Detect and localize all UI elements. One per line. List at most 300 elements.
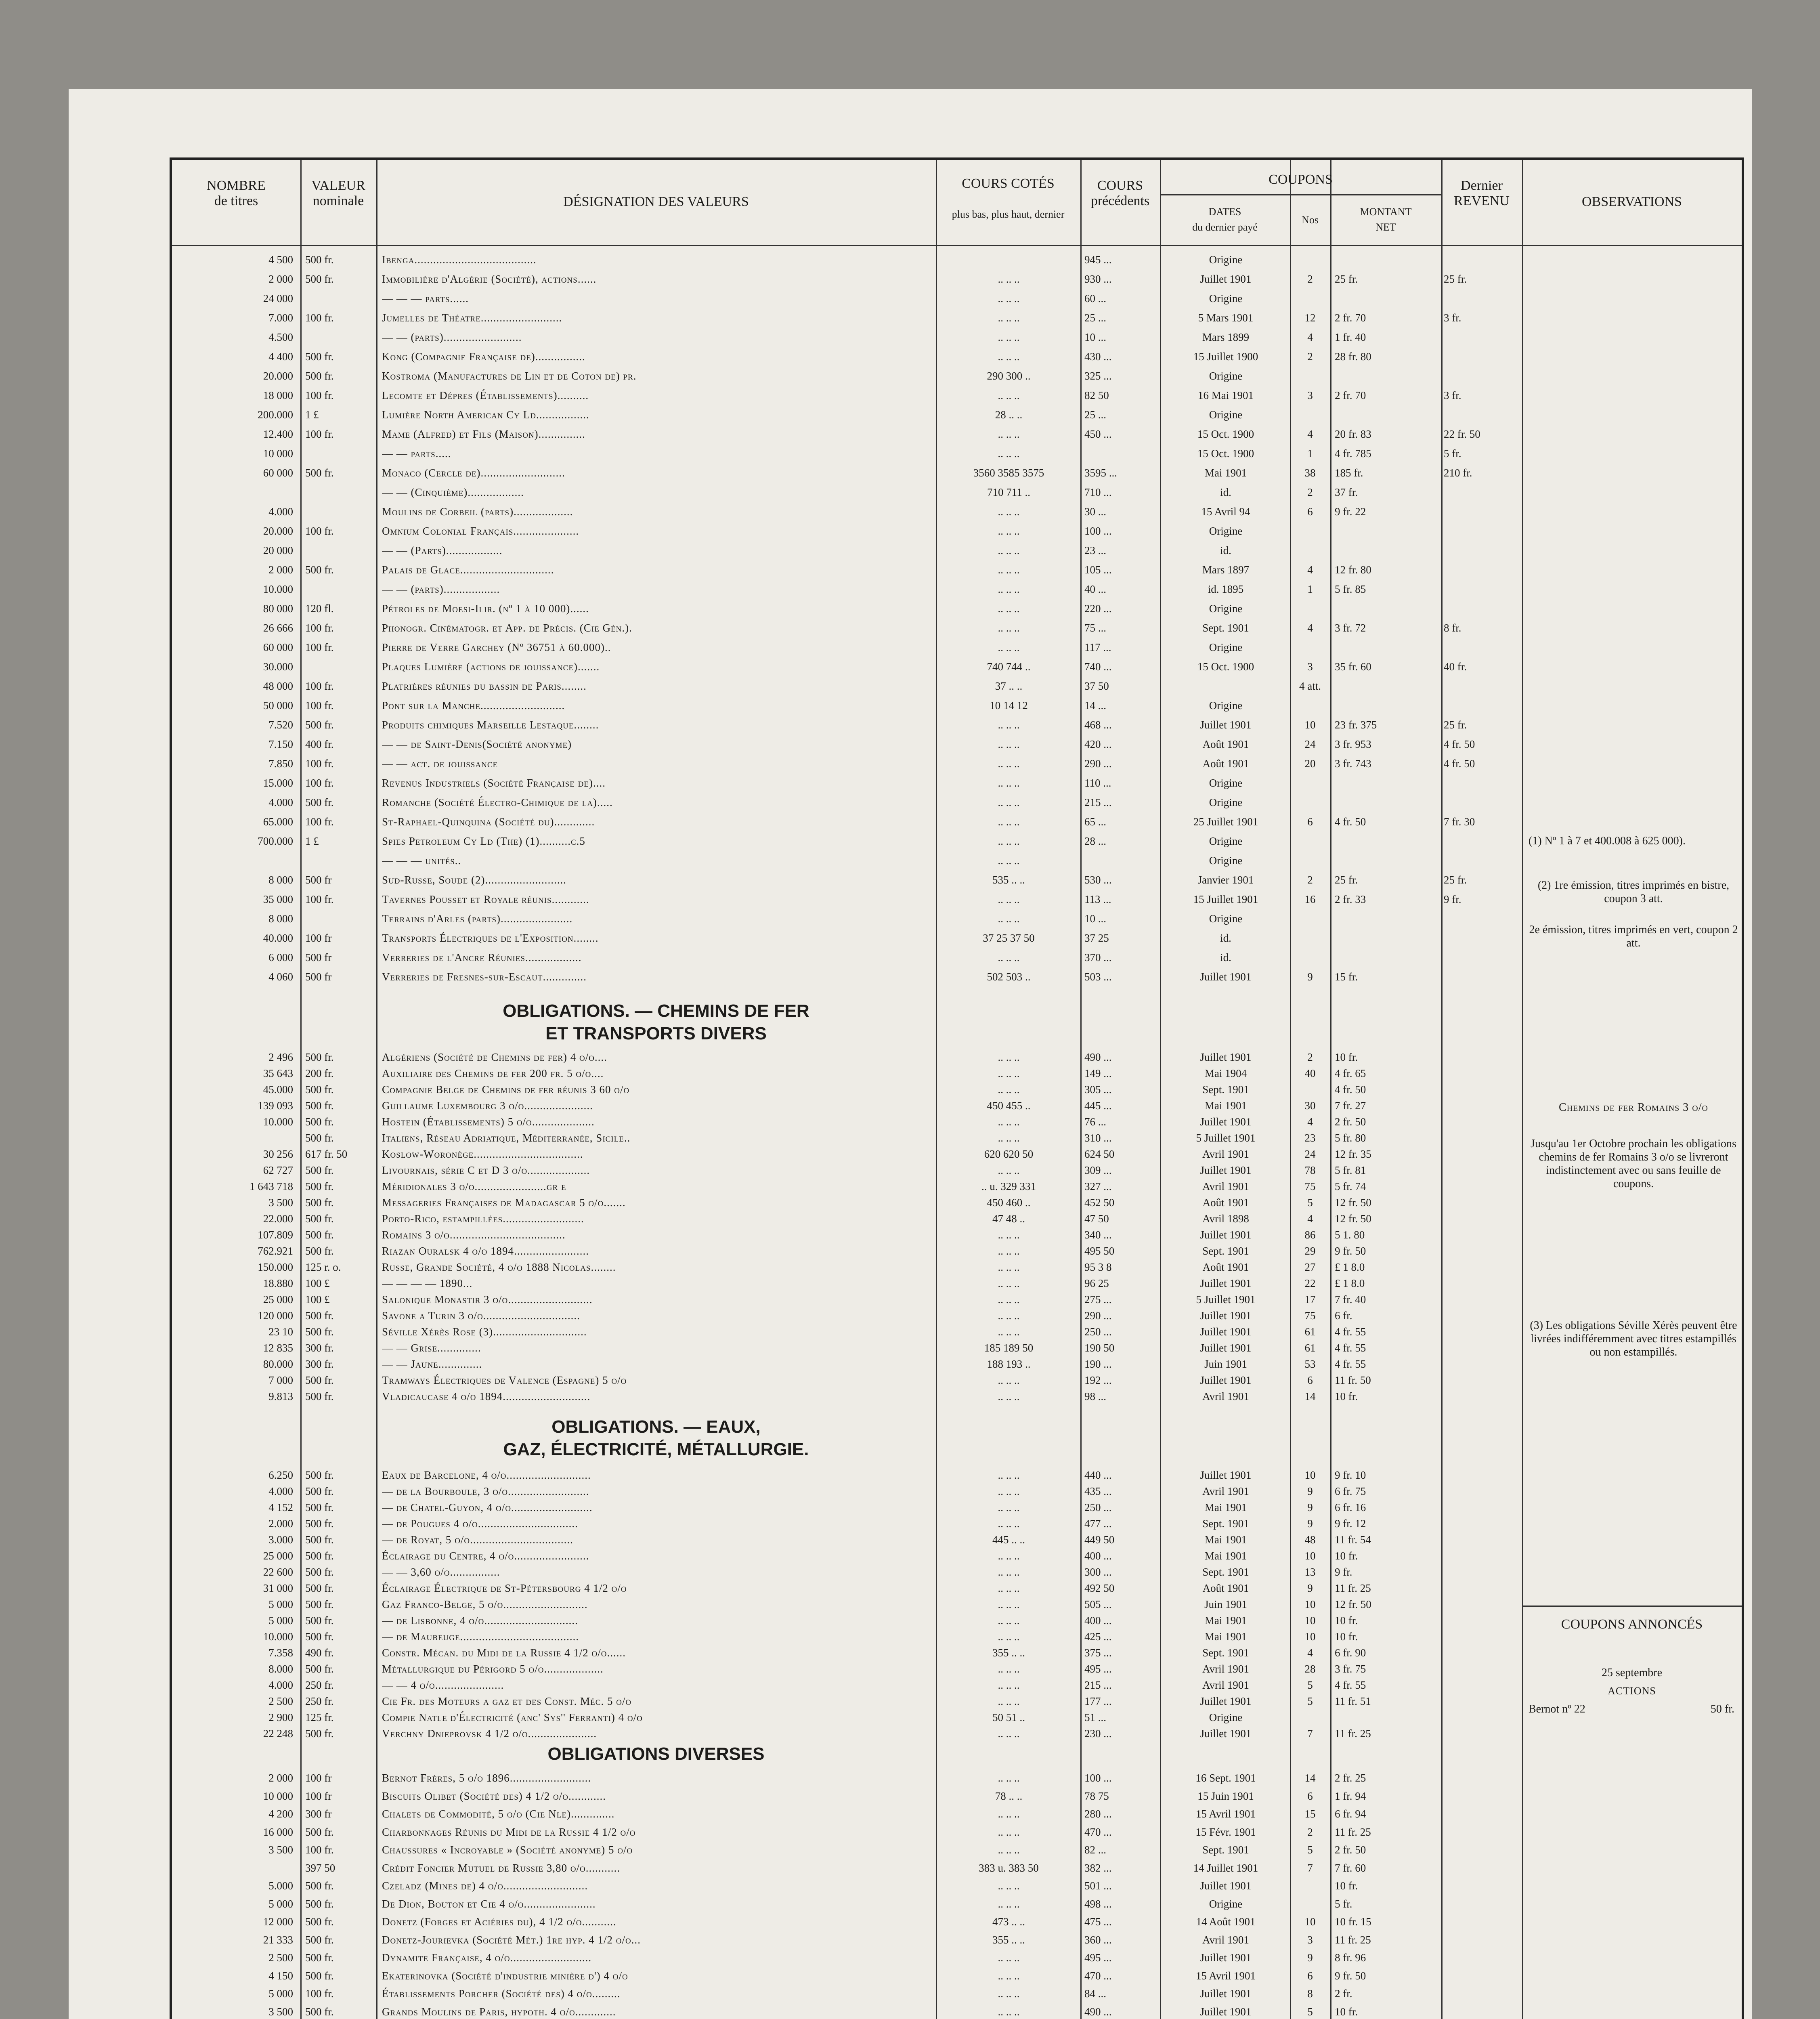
cell-cc: .. .. .. [998, 854, 1020, 867]
cell-date: Origine [1209, 641, 1243, 653]
cell-date: id. 1895 [1208, 583, 1244, 595]
cell-cc: .. .. .. [998, 622, 1020, 634]
cell-cc: .. .. .. [998, 312, 1020, 324]
cell-v: 250 fr. [305, 1679, 334, 1691]
cell-v: 500 fr [305, 951, 332, 963]
cell-cc: 502 503 .. [987, 971, 1031, 983]
cell-v: 500 fr. [305, 1727, 334, 1740]
cell-date: Juillet 1901 [1200, 1880, 1252, 1892]
cell-date: Origine [1209, 292, 1243, 304]
cell-cc: .. .. .. [998, 544, 1020, 556]
cell-cp: 192 ... [1084, 1374, 1112, 1386]
cell-d: Koslow-Woronège................................... [382, 1148, 583, 1160]
cell-cp: 75 ... [1084, 622, 1106, 634]
cell-m: 20 fr. 83 [1335, 428, 1371, 440]
cell-n: 10 000 [263, 1790, 293, 1802]
cell-d: — — 4 o/o...................... [382, 1679, 504, 1691]
cell-d: Éclairage Électrique de St-Pétersbourg 4 1/2 o/o [382, 1582, 627, 1594]
cell-d: Éclairage du Centre, 4 o/o........................ [382, 1550, 589, 1562]
cell-d: Dynamite Française, 4 o/o.......................... [382, 1952, 592, 1964]
cell-cp: 710 ... [1084, 486, 1112, 498]
cell-cp: 78 75 [1084, 1790, 1109, 1802]
cell-cp: 498 ... [1084, 1897, 1112, 1910]
cell-date: Avril 1901 [1202, 1485, 1249, 1497]
cell-no: 10 [1304, 1598, 1316, 1610]
cell-m: 25 fr. [1335, 273, 1358, 285]
cell-m: 7 fr. 60 [1335, 1862, 1366, 1874]
cell-cc: 740 744 .. [987, 661, 1031, 673]
cell-no: 10 [1304, 719, 1316, 731]
cell-d: Pierre de Verre Garchey (Nº 36751 à 60.000).. [382, 641, 611, 653]
cell-m: 9 fr. 12 [1335, 1517, 1366, 1530]
cell-cc: .. .. .. [998, 641, 1020, 653]
cell-date: 15 Avril 1901 [1196, 1808, 1256, 1820]
cell-d: Immobilière d'Algérie (Société), actions...... [382, 273, 597, 285]
cell-n: 22 600 [263, 1566, 293, 1578]
cell-d: Compagnie Belge de Chemins de fer réunis 3 60 o/o [382, 1083, 630, 1096]
cell-cp: 360 ... [1084, 1933, 1112, 1946]
cell-cp: 490 ... [1084, 2005, 1112, 2018]
cell-d: Riazan Ouralsk 4 o/o 1894........................ [382, 1245, 589, 1257]
cell-cc: .. .. .. [998, 1245, 1020, 1257]
cell-v: 500 fr. [305, 1469, 334, 1481]
cell-no: 20 [1304, 758, 1316, 770]
cell-n: 50 000 [263, 699, 293, 711]
cell-no: 4 att. [1299, 680, 1321, 692]
cell-n: 12.400 [263, 428, 293, 440]
cell-d: Gaz Franco-Belge, 5 o/o........................... [382, 1598, 588, 1610]
cell-d: Ekaterinovka (Société d'industrie minière d') 4 o/o [382, 1969, 628, 1982]
cell-d: Verreries de l'Ancre Réunies.................. [382, 951, 582, 963]
cell-cp: 503 ... [1084, 971, 1112, 983]
cell-n: 12 000 [263, 1916, 293, 1928]
cell-cc: 383 u. 383 50 [979, 1862, 1039, 1874]
cell-v: 100 fr. [305, 428, 334, 440]
cell-cp: 310 ... [1084, 1132, 1112, 1144]
cell-no: 8 [1307, 1988, 1313, 2000]
cell-d: Salonique Monastir 3 o/o........................... [382, 1293, 593, 1305]
cell-v: 500 fr. [305, 467, 334, 479]
cell-cp: 220 ... [1084, 602, 1112, 615]
table-row [172, 1646, 1522, 1660]
table-row [172, 679, 1522, 693]
cell-d: Constr. Mécan. du Midi de la Russie 4 1/2 o/o...... [382, 1647, 626, 1659]
cell-cc: .. .. .. [998, 1598, 1020, 1610]
cell-m: 12 fr. 50 [1335, 1598, 1371, 1610]
cell-n: 7.520 [268, 719, 293, 731]
cell-v: 100 fr [305, 1790, 332, 1802]
cell-date: id. [1220, 932, 1231, 944]
cell-r: 3 fr. [1444, 389, 1461, 401]
cell-date: 15 Avril 1901 [1196, 1969, 1256, 1982]
table-row [172, 1771, 1522, 1785]
cell-n: 150.000 [258, 1261, 293, 1273]
cell-cc: 355 .. .. [992, 1647, 1025, 1659]
table-row [172, 873, 1522, 887]
cell-v: 500 fr. [305, 564, 334, 576]
cell-date: id. [1220, 486, 1231, 498]
cell-date: Origine [1209, 777, 1243, 789]
cell-d: Tavernes Pousset et Royale réunis............ [382, 893, 589, 905]
cell-d: Donetz (Forges et Aciéries du), 4 1/2 o/o........... [382, 1916, 616, 1928]
cell-cp: 452 50 [1084, 1196, 1115, 1209]
cell-cp: 10 ... [1084, 331, 1106, 343]
table-row [172, 1897, 1522, 1911]
cell-cp: 190 ... [1084, 1358, 1112, 1370]
cell-n: 7.000 [268, 312, 293, 324]
table-row [172, 466, 1522, 480]
cell-cp: 30 ... [1084, 506, 1106, 518]
cell-d: — — de Saint-Denis(Société anonyme) [382, 738, 572, 750]
coupons-annonces-title: COUPONS ANNONCÉS [1561, 1617, 1703, 1632]
cell-cc: 37 .. .. [995, 680, 1023, 692]
cell-v: 397 50 [305, 1862, 335, 1874]
table-row [172, 563, 1522, 577]
cell-cc: .. .. .. [998, 1952, 1020, 1964]
cell-date: 15 Juillet 1901 [1193, 893, 1258, 905]
cell-cc: 710 711 .. [987, 486, 1030, 498]
cell-date: Juillet 1901 [1200, 1952, 1252, 1964]
cell-d: Guillaume Luxembourg 3 o/o...................... [382, 1100, 593, 1112]
table-row [172, 660, 1522, 674]
cell-d: Eaux de Barcelone, 4 o/o........................... [382, 1469, 591, 1481]
cell-cc: .. .. .. [998, 1844, 1020, 1856]
header-coupons: COUPONS [1269, 172, 1333, 187]
cell-n: 35 000 [263, 893, 293, 905]
table-row [172, 1789, 1522, 1803]
table-row [172, 388, 1522, 403]
cell-d: Livournais, série C et D 3 o/o.................... [382, 1164, 590, 1176]
cell-d: Ibenga....................................... [382, 254, 537, 266]
cell-no: 15 [1304, 1808, 1316, 1820]
cell-m: 11 fr. 25 [1335, 1826, 1371, 1838]
cell-d: — — (Cinquième).................. [382, 486, 524, 498]
cell-cc: .. .. .. [998, 350, 1020, 363]
cell-r: 7 fr. 30 [1444, 816, 1475, 828]
cell-n: 5 000 [268, 1614, 293, 1627]
cell-no: 22 [1304, 1277, 1316, 1289]
cell-r: 4 fr. 50 [1444, 758, 1475, 770]
cell-v: 500 fr. [305, 1180, 334, 1192]
table-row [172, 1341, 1522, 1355]
cell-no: 5 [1307, 1196, 1313, 1209]
cell-n: 25 000 [263, 1550, 293, 1562]
coupons-annonces-kind: ACTIONS [1608, 1685, 1656, 1697]
cell-cp: 250 ... [1084, 1326, 1112, 1338]
cell-m: 185 fr. [1335, 467, 1363, 479]
cell-d: Biscuits Olibet (Société des) 4 1/2 o/o............ [382, 1790, 606, 1802]
cell-cc: .. .. .. [998, 525, 1020, 537]
section-chemins-de-fer: OBLIGATIONS. — CHEMINS DE FER ET TRANSPORTS DIVERS [503, 1001, 809, 1043]
table-row [172, 1083, 1522, 1097]
cell-date: Juillet 1901 [1200, 1229, 1252, 1241]
cell-date: Juillet 1901 [1200, 1310, 1252, 1322]
cell-v: 500 fr. [305, 1566, 334, 1578]
cell-n: 31 000 [263, 1582, 293, 1594]
cell-no: 23 [1304, 1132, 1316, 1144]
cell-cc: .. .. .. [998, 1164, 1020, 1176]
cell-v: 500 fr. [305, 1897, 334, 1910]
cell-no: 4 [1307, 331, 1313, 343]
cell-d: Monaco (Cercle de)........................... [382, 467, 565, 479]
cell-v: 500 fr [305, 971, 332, 983]
cell-n: 10.000 [263, 1116, 293, 1128]
cell-date: Juillet 1901 [1200, 719, 1252, 731]
table-row [172, 815, 1522, 829]
cell-v: 500 fr. [305, 1116, 334, 1128]
cell-n: 30.000 [263, 661, 293, 673]
cell-no: 53 [1304, 1358, 1316, 1370]
cell-v: 200 fr. [305, 1067, 334, 1079]
cell-m: 7 fr. 40 [1335, 1293, 1366, 1305]
cell-m: 4 fr. 50 [1335, 1083, 1366, 1096]
cell-cc: .. .. .. [998, 1969, 1020, 1982]
cell-cp: 37 50 [1084, 680, 1109, 692]
table-row [172, 1066, 1522, 1081]
cell-v: 500 fr. [305, 273, 334, 285]
cell-v: 300 fr [305, 1808, 332, 1820]
table-row [172, 1807, 1522, 1821]
cell-d: Vladicaucase 4 o/o 1894............................ [382, 1390, 591, 1402]
cell-v: 100 fr [305, 932, 332, 944]
cell-d: Moulins de Corbeil (parts)................... [382, 506, 573, 518]
cell-n: 1 643 718 [250, 1180, 293, 1192]
table-row [172, 1933, 1522, 1947]
cell-n: 18.880 [263, 1277, 293, 1289]
cell-n: 30 256 [263, 1148, 293, 1160]
cell-cc: .. .. .. [998, 796, 1020, 808]
cell-v: 400 fr. [305, 738, 334, 750]
cell-cc: .. .. .. [998, 2005, 1020, 2018]
cell-n: 5 000 [268, 1598, 293, 1610]
cell-v: 500 fr. [305, 1051, 334, 1063]
cell-v: 500 fr. [305, 1229, 334, 1241]
table-row [172, 292, 1522, 306]
cell-m: 9 fr. 50 [1335, 1245, 1366, 1257]
cell-v: 500 fr. [305, 1614, 334, 1627]
cell-cp: 215 ... [1084, 1679, 1112, 1691]
cell-date: Avril 1898 [1202, 1213, 1249, 1225]
cell-m: 2 fr. 25 [1335, 1772, 1366, 1784]
cell-m: 3 fr. 75 [1335, 1663, 1366, 1675]
cell-no: 5 [1307, 1679, 1313, 1691]
cell-date: Avril 1901 [1202, 1148, 1249, 1160]
table-row [172, 408, 1522, 422]
cell-d: St-Raphael-Quinquina (Société du)............. [382, 816, 595, 828]
cell-d: Lecomte et Dépres (Établissements).......... [382, 389, 589, 401]
cell-date: 14 Juillet 1901 [1193, 1862, 1258, 1874]
cell-cp: 449 50 [1084, 1534, 1115, 1546]
cell-m: 11 fr. 54 [1335, 1534, 1371, 1546]
cell-v: 100 fr. [305, 641, 334, 653]
cell-date: Juillet 1901 [1200, 1164, 1252, 1176]
cell-v: 100 fr. [305, 777, 334, 789]
cell-cp: 530 ... [1084, 874, 1112, 886]
table-row [172, 1710, 1522, 1725]
cell-date: Sept. 1901 [1202, 1566, 1249, 1578]
cell-cp: 40 ... [1084, 583, 1106, 595]
cell-date: Août 1901 [1202, 758, 1249, 770]
cell-v: 500 fr. [305, 1213, 334, 1225]
cell-no: 9 [1307, 1501, 1313, 1513]
cell-m: 35 fr. 60 [1335, 661, 1371, 673]
cell-v: 100 £ [305, 1293, 330, 1305]
cell-v: 500 fr. [305, 1598, 334, 1610]
cell-d: Sud-Russe, Soude (2).......................... [382, 874, 566, 886]
cell-m: 5 fr. 85 [1335, 583, 1366, 595]
cell-cc: 535 .. .. [992, 874, 1025, 886]
cell-no: 3 [1307, 1933, 1313, 1946]
cell-m: 4 fr. 55 [1335, 1326, 1366, 1338]
cell-n: 48 000 [263, 680, 293, 692]
cell-r: 25 fr. [1444, 719, 1467, 731]
cell-cc: .. .. .. [998, 1988, 1020, 2000]
cell-d: Verreries de Fresnes-sur-Escaut.............. [382, 971, 587, 983]
cell-m: 3 fr. 743 [1335, 758, 1371, 770]
cell-cp: 82 50 [1084, 389, 1109, 401]
cell-no: 2 [1307, 874, 1313, 886]
cell-no: 6 [1307, 506, 1313, 518]
newspaper-sheet [69, 89, 1752, 2019]
cell-cp: 309 ... [1084, 1164, 1112, 1176]
cell-d: — — (parts)......................... [382, 331, 522, 343]
cell-n: 2 500 [268, 1952, 293, 1964]
cell-d: — de Maubeuge...................................... [382, 1631, 579, 1643]
cell-n: 2 000 [268, 273, 293, 285]
table-row [172, 1212, 1522, 1226]
cell-cp: 14 ... [1084, 699, 1106, 711]
cell-cc: .. .. .. [998, 719, 1020, 731]
table-row [172, 1325, 1522, 1339]
cell-date: Origine [1209, 525, 1243, 537]
cell-m: 10 fr. [1335, 1631, 1358, 1643]
cell-no: 3 [1307, 661, 1313, 673]
cell-no: 24 [1304, 738, 1316, 750]
cell-d: Messageries Françaises de Madagascar 5 o/o....... [382, 1196, 626, 1209]
cell-v: 500 fr. [305, 1501, 334, 1513]
cell-n: 139 093 [258, 1100, 293, 1112]
cell-cp: 340 ... [1084, 1229, 1112, 1241]
table-row [172, 1614, 1522, 1628]
cell-n: 16 000 [263, 1826, 293, 1838]
cell-m: 4 fr. 50 [1335, 816, 1366, 828]
cell-v: 500 fr. [305, 370, 334, 382]
cell-m: 4 fr. 55 [1335, 1342, 1366, 1354]
cell-cc: 355 .. .. [992, 1933, 1025, 1946]
cell-date: Origine [1209, 835, 1243, 847]
cell-cc: .. .. .. [998, 1083, 1020, 1096]
cell-n: 7.150 [268, 738, 293, 750]
cell-m: 2 fr. [1335, 1988, 1352, 2000]
cell-date: Août 1901 [1202, 1582, 1249, 1594]
header-dates: DATES du dernier payé [1192, 206, 1258, 233]
cell-cp: 25 ... [1084, 312, 1106, 324]
cell-r: 4 fr. 50 [1444, 738, 1475, 750]
cell-no: 9 [1307, 1517, 1313, 1530]
cell-m: £ 1 8.0 [1335, 1277, 1365, 1289]
cell-m: 23 fr. 375 [1335, 719, 1377, 731]
header-cours: COURS précédents [1090, 178, 1150, 208]
cell-date: Juillet 1901 [1200, 273, 1252, 285]
cell-v: 100 fr. [305, 816, 334, 828]
table-row [172, 1549, 1522, 1563]
table-row [172, 253, 1522, 267]
cell-m: 4 fr. 55 [1335, 1358, 1366, 1370]
cell-n: 40.000 [263, 932, 293, 944]
cell-m: 12 fr. 50 [1335, 1213, 1371, 1225]
cell-n: 80 000 [263, 602, 293, 615]
cell-date: id. [1220, 951, 1231, 963]
cell-date: Juillet 1901 [1200, 1727, 1252, 1740]
cell-cp: 468 ... [1084, 719, 1112, 731]
cell-n: 200.000 [258, 409, 293, 421]
table-row [172, 1468, 1522, 1482]
cell-date: Sept. 1901 [1202, 1844, 1249, 1856]
cell-m: 5 fr. 80 [1335, 1132, 1366, 1144]
cell-no: 4 [1307, 1116, 1313, 1128]
table-row [172, 1050, 1522, 1064]
cell-cp: 51 ... [1084, 1711, 1106, 1723]
cell-d: Méridionales 3 o/o.......................gr e [382, 1180, 566, 1192]
cell-cc: .. .. .. [998, 1310, 1020, 1322]
cell-d: Czeladz (Mines de) 4 o/o........................... [382, 1880, 588, 1892]
cell-d: Métallurgique du Périgord 5 o/o................... [382, 1663, 604, 1675]
cell-n: 4.000 [268, 506, 293, 518]
cell-cp: 98 ... [1084, 1390, 1106, 1402]
table-row [172, 1484, 1522, 1499]
observation-1: (1) Nº 1 à 7 et 400.008 à 625 000). [1529, 835, 1686, 847]
cell-d: — — (parts).................. [382, 583, 500, 595]
cell-date: Origine [1209, 854, 1243, 867]
cell-d: Omnium Colonial Français..................... [382, 525, 579, 537]
table-row [172, 737, 1522, 751]
cell-date: 15 Juin 1901 [1197, 1790, 1254, 1802]
cell-n: 2 496 [268, 1051, 293, 1063]
cell-no: 86 [1304, 1229, 1316, 1241]
cell-date: Juillet 1901 [1200, 1342, 1252, 1354]
cell-m: 6 fr. 16 [1335, 1501, 1366, 1513]
cell-m: 10 fr. [1335, 1880, 1358, 1892]
cell-cc: .. .. .. [998, 602, 1020, 615]
cell-cc: .. .. .. [998, 447, 1020, 460]
cell-cc: 290 300 .. [987, 370, 1031, 382]
cell-date: Août 1901 [1202, 1261, 1249, 1273]
table-row [172, 1727, 1522, 1741]
cell-m: 12 fr. 35 [1335, 1148, 1371, 1160]
cell-n: 65.000 [263, 816, 293, 828]
cell-cp: 475 ... [1084, 1916, 1112, 1928]
cell-d: Crédit Foncier Mutuel de Russie 3,80 o/o........... [382, 1862, 621, 1874]
cell-d: Phonogr. Cinématogr. et App. de Précis. (Cie Gén.). [382, 622, 632, 634]
cell-d: — — parts..... [382, 447, 451, 460]
cell-cc: .. .. .. [998, 893, 1020, 905]
header-nombre: NOMBRE de titres [207, 178, 266, 208]
cell-cc: .. .. .. [998, 1614, 1020, 1627]
cell-v: 100 fr. [305, 1844, 334, 1856]
cell-no: 28 [1304, 1663, 1316, 1675]
cell-d: — — act. de jouissance [382, 758, 498, 770]
cell-cp: 23 ... [1084, 544, 1106, 556]
cell-cc: .. .. .. [998, 1663, 1020, 1675]
header-revenu: Dernier REVENU [1454, 178, 1510, 208]
table-row [172, 1131, 1522, 1145]
cell-no: 7 [1307, 1727, 1313, 1740]
cell-d: — de Lisbonne, 4 o/o.............................. [382, 1614, 578, 1627]
cell-m: 3 fr. 72 [1335, 622, 1366, 634]
cell-date: Origine [1209, 1897, 1243, 1910]
cell-date: Juillet 1901 [1200, 1374, 1252, 1386]
cell-n: 3 500 [268, 2005, 293, 2018]
